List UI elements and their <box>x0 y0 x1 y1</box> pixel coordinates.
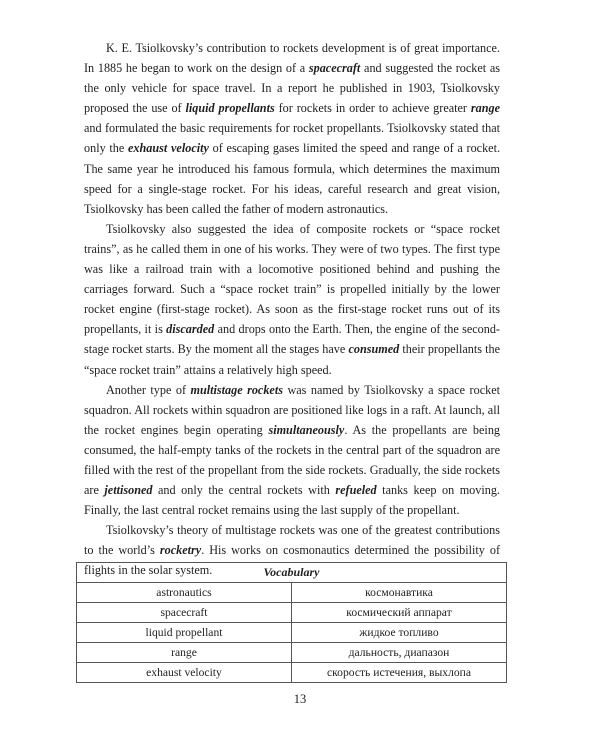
keyword: refueled <box>335 483 377 498</box>
keyword: simultaneously <box>268 422 345 437</box>
text-body <box>84 38 500 581</box>
term-english: range <box>77 643 292 663</box>
keyword: multistage rockets <box>190 382 283 397</box>
keyword: discarded <box>166 322 215 337</box>
vocabulary-row <box>77 623 507 643</box>
term-english: astronautics <box>77 583 292 603</box>
term-russian: космический аппарат <box>292 603 507 623</box>
paragraph-3: Another type of multistage rockets was named by Tsiolkovsky a space rocket squadron. All rockets within squadron are positioned like logs in a raft. At launch, all the rocket engines begin operating simultaneously. As the propellants are being consumed, the half-empty tanks of the rockets in the central part of the squadron are filled with the rest of the propellant from the side rockets. Gradually, the side rockets are jettisoned and only the central rockets with refueled tanks keep on moving. Finally, the last central rocket remains using the last supply of the propellant. <box>84 382 501 518</box>
vocabulary-table <box>76 562 507 683</box>
paragraph-1: K. E. Tsiolkovsky’s contribution to rockets development is of great importance. In 1885 he began to work on the design of a spacecraft and suggested the rocket as the only vehicle for space travel. In a report he published in 1903, Tsiolkovsky proposed the use of liquid propellants for rockets in order to achieve greater range and formulated the basic requirements for rocket propellants. Tsiolkovsky stated that only the exhaust velocity of escaping gases limited the speed and range of a rocket. The same year he introduced his famous formula, which determines the maximum speed for a single-stage rocket. For his ideas, careful research and great vision, Tsiolkovsky has been called the father of modern astronautics. <box>84 41 501 216</box>
term-english: exhaust velocity <box>77 663 292 683</box>
vocabulary-row <box>77 663 507 683</box>
keyword: range <box>470 101 500 116</box>
vocabulary-title: Vocabulary <box>77 563 507 583</box>
term-russian: космонавтика <box>292 583 507 603</box>
paragraph-2: Tsiolkovsky also suggested the idea of composite rockets or “space rocket trains”, as he called them in one of his works. They were of two types. The first type was like a railroad train with a locomotive positioned behind and pushing the carriages forward. Such a “space rocket train” is propelled initially by the lower rocket engine (first-stage rocket). As soon as the first-stage rocket runs out of its propellants, it is discarded and drops onto the Earth. Then, the engine of the second-stage rocket starts. By the moment all the stages have consumed their propellants the “space rocket train” attains a relatively high speed. <box>84 221 500 377</box>
keyword: spacecraft <box>308 61 361 76</box>
keyword: jettisoned <box>104 483 153 498</box>
vocabulary-row <box>77 603 507 623</box>
vocabulary-row <box>77 583 507 603</box>
term-russian: скорость истечения, выхлопа <box>292 663 507 683</box>
vocabulary-row <box>77 643 507 663</box>
keyword: rocketry <box>159 543 202 558</box>
paragraph-4: Tsiolkovsky’s theory of multistage rockets was one of the greatest contributions to the world’s rocketry. His works on cosmonautics determined the possibility of flights in the solar system. <box>84 523 500 578</box>
page-number: 13 <box>293 692 307 706</box>
term-russian: дальность, диапазон <box>292 643 507 663</box>
keyword: consumed <box>348 342 400 357</box>
keyword: liquid propellants <box>185 101 275 116</box>
keyword: exhaust velocity <box>128 141 209 156</box>
term-english: spacecraft <box>77 603 292 623</box>
term-russian: жидкое топливо <box>292 623 507 643</box>
term-english: liquid propellant <box>77 623 292 643</box>
